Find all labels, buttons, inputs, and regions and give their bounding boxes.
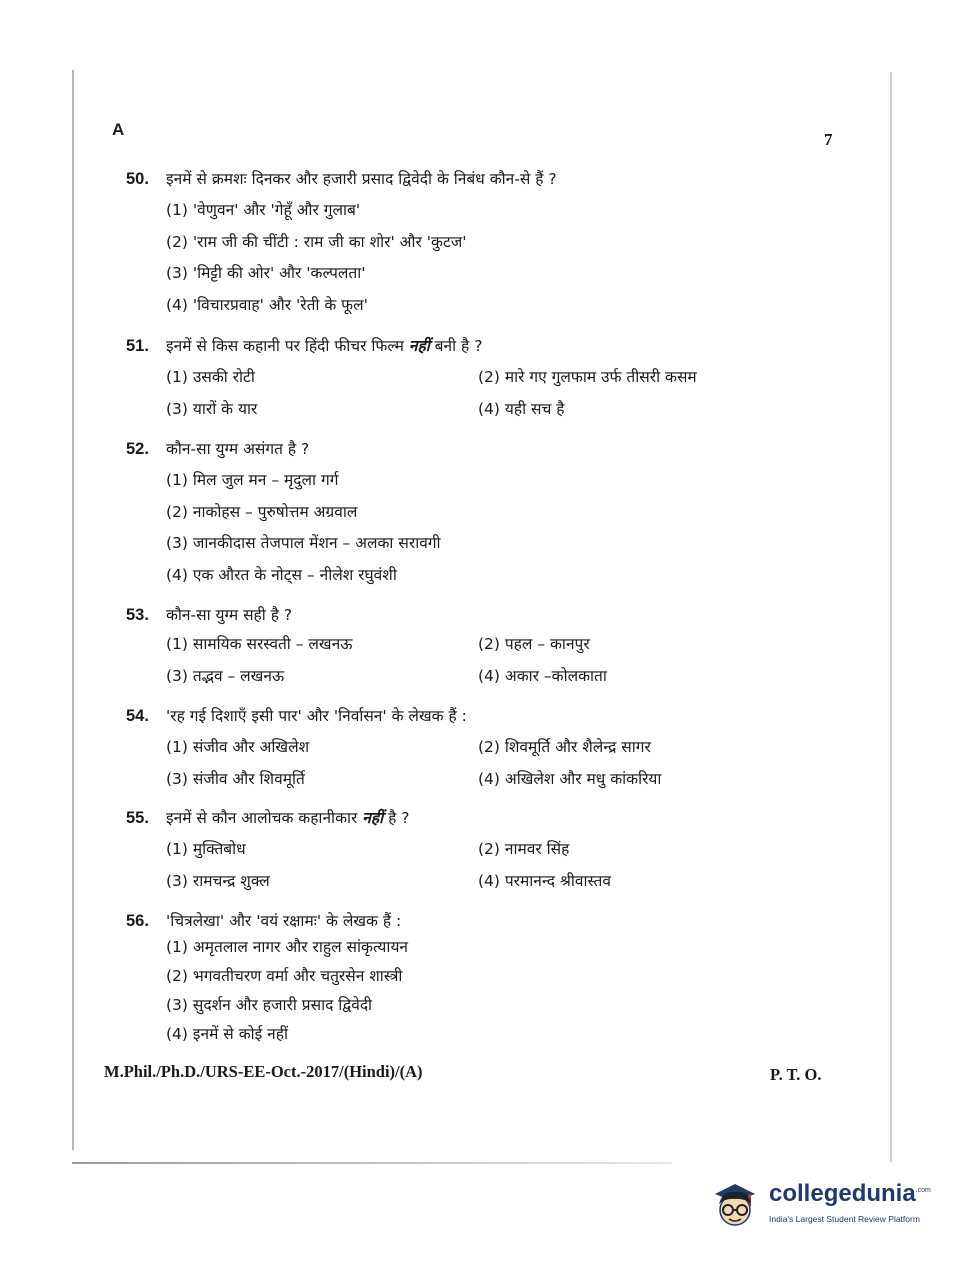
question-text: कौन-सा युग्म सही है ? bbox=[166, 606, 293, 624]
question-set-label: A bbox=[112, 120, 125, 139]
option: (1) संजीव और अखिलेश bbox=[166, 738, 310, 756]
question-text: 'चित्रलेखा' और 'वयं रक्षामः' के लेखक हैं : bbox=[166, 912, 402, 930]
option: (2) शिवमूर्ति और शैलेन्द्र सागर bbox=[478, 738, 651, 756]
option: (4) अकार –कोलकाता bbox=[478, 666, 607, 685]
option: (4) 'विचारप्रवाह' और 'रेती के फूल' bbox=[166, 295, 368, 314]
option: (1) 'वेणुवन' और 'गेहूँ और गुलाब' bbox=[166, 201, 361, 219]
question-text: कौन-सा युग्म असंगत है ? bbox=[166, 440, 310, 458]
option: (1) मिल जुल मन – मृदुला गर्ग bbox=[166, 471, 339, 489]
paper-code: M.Phil./Ph.D./URS-EE-Oct.-2017/(Hindi)/(A) bbox=[104, 1062, 423, 1081]
emphasis-nahin: नहीं bbox=[362, 809, 384, 827]
page-number: 7 bbox=[824, 130, 833, 149]
option: (3) तद्भव – लखनऊ bbox=[166, 666, 285, 685]
question-number: 52. bbox=[126, 440, 149, 458]
option: (3) रामचन्द्र शुक्ल bbox=[166, 871, 270, 890]
question-text: इनमें से कौन आलोचक कहानीकार नहीं है ? bbox=[166, 809, 410, 827]
student-mascot-icon bbox=[705, 1174, 767, 1236]
question-text: इनमें से किस कहानी पर हिंदी फीचर फिल्म नहीं बनी है ? bbox=[166, 337, 483, 355]
option: (3) सुदर्शन और हजारी प्रसाद द्विवेदी bbox=[166, 996, 373, 1014]
question-number: 56. bbox=[126, 912, 149, 930]
option: (3) जानकीदास तेजपाल मेंशन – अलका सरावगी bbox=[166, 534, 441, 552]
question-number: 54. bbox=[126, 707, 149, 725]
question-51 bbox=[126, 334, 826, 425]
option: (4) परमानन्द श्रीवास्तव bbox=[478, 871, 611, 890]
question-55 bbox=[126, 806, 826, 897]
option: (2) पहल – कानपुर bbox=[478, 635, 590, 653]
option: (2) नाकोहस – पुरुषोत्तम अग्रवाल bbox=[166, 502, 358, 521]
question-number: 53. bbox=[126, 606, 149, 624]
question-number: 55. bbox=[126, 809, 149, 827]
collegedunia-watermark bbox=[705, 1172, 935, 1238]
option: (1) उसकी रोटी bbox=[166, 368, 255, 386]
question-54 bbox=[126, 704, 826, 795]
pto-label: P. T. O. bbox=[770, 1065, 822, 1084]
scan-edge-bottom bbox=[72, 1162, 672, 1164]
option: (3) संजीव और शिवमूर्ति bbox=[166, 769, 305, 788]
brand-tagline: India's Largest Student Review Platform bbox=[769, 1214, 920, 1224]
question-50 bbox=[126, 167, 826, 321]
option: (1) मुक्तिबोध bbox=[166, 840, 246, 858]
option: (1) सामयिक सरस्वती – लखनऊ bbox=[166, 635, 353, 653]
option: (2) भगवतीचरण वर्मा और चतुरसेन शास्त्री bbox=[166, 967, 403, 985]
question-number: 51. bbox=[126, 337, 149, 355]
option: (2) नामवर सिंह bbox=[478, 840, 570, 858]
option: (1) अमृतलाल नागर और राहुल सांकृत्यायन bbox=[166, 938, 409, 956]
option: (2) मारे गए गुलफाम उर्फ तीसरी कसम bbox=[478, 368, 697, 386]
question-53 bbox=[126, 603, 826, 692]
question-52 bbox=[126, 437, 826, 591]
question-56 bbox=[126, 909, 826, 1049]
option: (4) इनमें से कोई नहीं bbox=[166, 1025, 289, 1043]
brand-name: collegedunia$^{.com}$ bbox=[769, 1180, 931, 1207]
option: (4) यही सच है bbox=[478, 399, 565, 418]
option: (2) 'राम जी की चींटी : राम जी का शोर' और 'कुटज' bbox=[166, 232, 467, 251]
option: (4) एक औरत के नोट्स – नीलेश रघुवंशी bbox=[166, 565, 397, 584]
option: (4) अखिलेश और मधु कांकरिया bbox=[478, 769, 662, 788]
scan-edge-right bbox=[890, 72, 892, 1162]
question-number: 50. bbox=[126, 170, 149, 188]
question-text: 'रह गई दिशाएँ इसी पार' और 'निर्वासन' के लेखक हैं : bbox=[166, 707, 467, 725]
option: (3) यारों के यार bbox=[166, 399, 258, 418]
option: (3) 'मिट्टी की ओर' और 'कल्पलता' bbox=[166, 264, 366, 282]
emphasis-nahin: नहीं bbox=[408, 337, 430, 355]
question-text: इनमें से क्रमशः दिनकर और हजारी प्रसाद द्विवेदी के निबंध कौन-से हैं ? bbox=[166, 170, 557, 188]
scan-edge-left bbox=[72, 70, 74, 1150]
